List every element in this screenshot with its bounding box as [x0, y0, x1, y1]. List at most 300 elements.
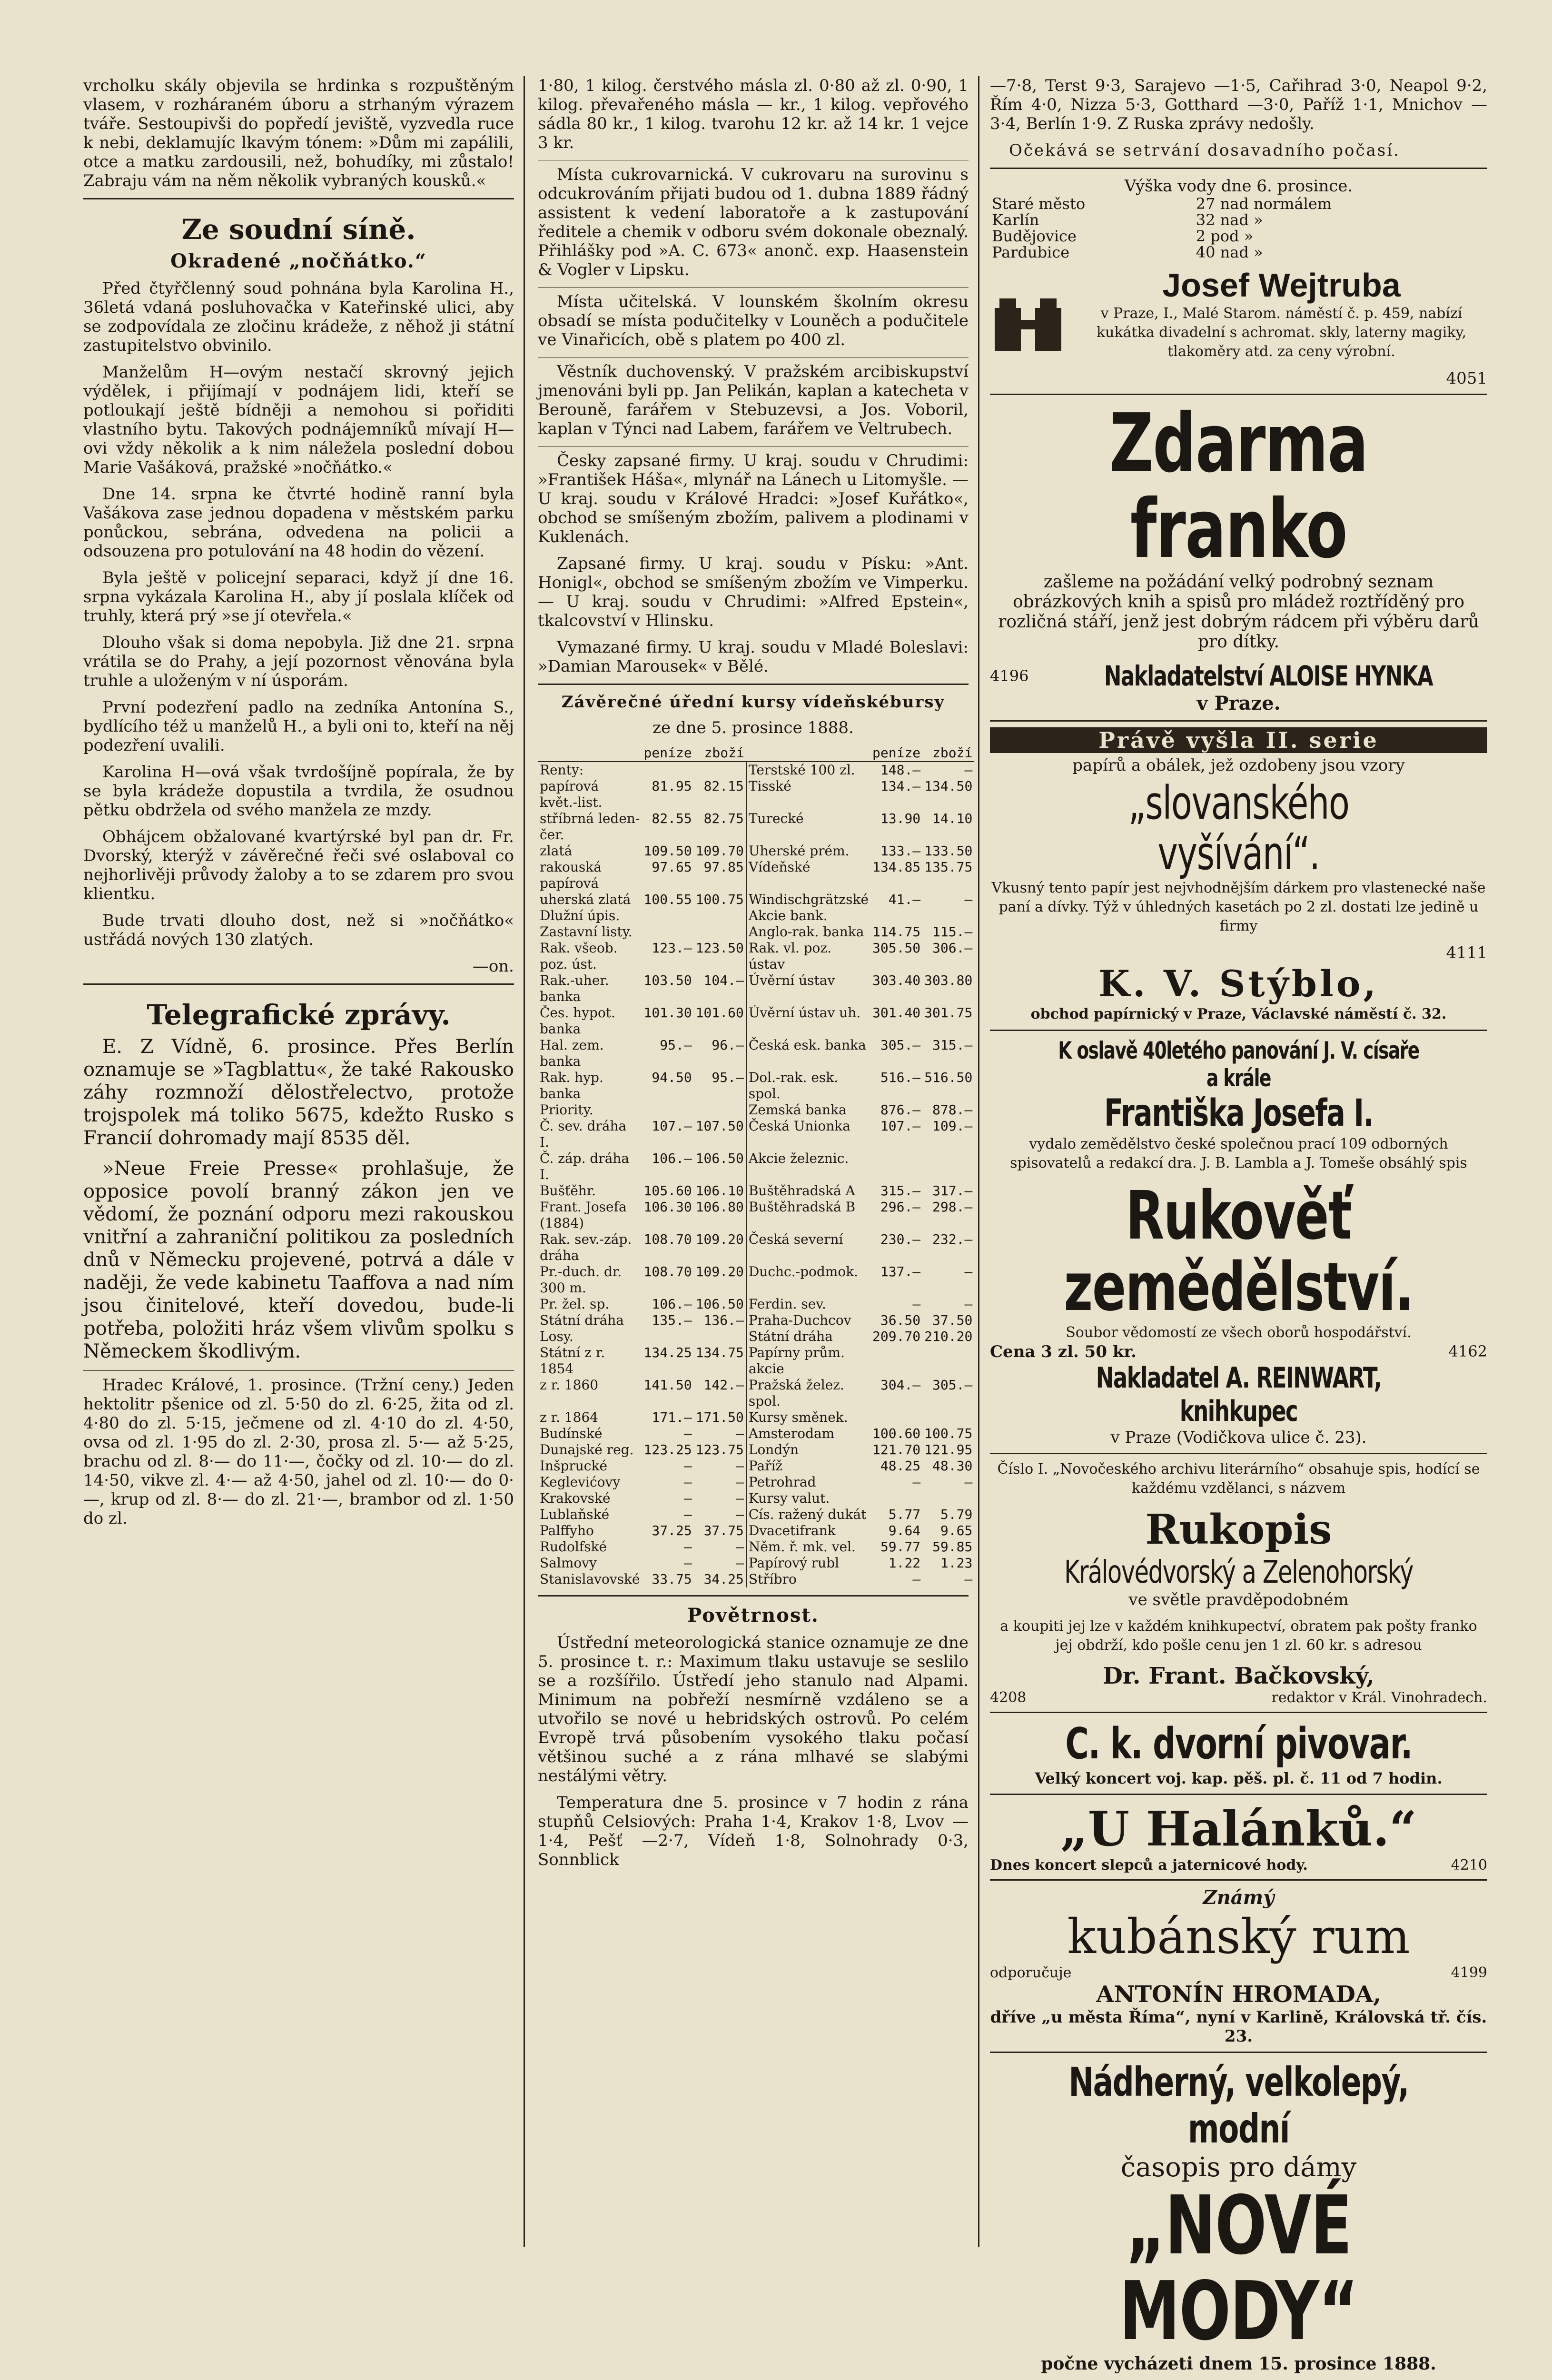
table-cell: 94.50 — [652, 1070, 692, 1085]
notice-firms: Vymazané firmy. U kraj. soudu v Mladé Boleslavi: »Damian Marousek« v Bělé. — [538, 638, 969, 676]
table-row — [538, 940, 974, 972]
stock-exchange-date: ze dne 5. prosince 1888. — [652, 718, 854, 737]
table-cell — [870, 908, 922, 924]
ad-text: Dnes koncert slepců a jaternicové hody. — [990, 1857, 1308, 1874]
ad-price: Cena 3 zl. 50 kr. — [990, 1342, 1137, 1361]
table-cell: 109.20 — [695, 1231, 744, 1247]
table-row — [538, 1118, 974, 1150]
table-row — [538, 1150, 974, 1183]
table-cell: Budínské — [540, 1426, 603, 1441]
ad-heading: Rukopis — [1145, 1506, 1332, 1554]
table-cell: 100.75 — [695, 892, 744, 907]
table-cell: 108.70 — [643, 1264, 692, 1279]
ad-title: „NOVÉ MODY“ — [1119, 2179, 1358, 2359]
paragraph: Před čtyřčlenný soud pohnána byla Karolina H., 36letá vdaná posluhovačka v Kateřinské ulici, aby se zodpovídala ze zločinu krádeže, z něhož ji státní zastupitelstvo obvinilo. — [83, 279, 514, 355]
ad-address: dříve „u města Říma“, nyní v Karlině, Královská tř. čís. 23. — [990, 2008, 1487, 2046]
table-cell: — — [683, 1458, 692, 1474]
table-cell: 301.40 — [872, 1005, 921, 1021]
table-cell: Uherské prém. — [746, 843, 870, 859]
table-row — [538, 859, 974, 892]
table-cell: 101.30 — [643, 1005, 692, 1021]
table-cell: Budějovice — [992, 227, 1077, 245]
table-cell: 232.— — [932, 1231, 973, 1247]
water-levels-title: Výška vody dne 6. prosince. — [1124, 177, 1353, 196]
paragraph: Obhájcem obžalované kvartýrské byl pan dr. Fr. Dvorský, kterýž v závěrečné řeči své oslaboval co nejhorlivěji průvody žaloby a to se zdarem pro svou klientku. — [83, 827, 514, 903]
paragraph: Dlouho však si doma nepobyla. Již dne 21. srpna vrátila se do Prahy, a její pozornost věnována byla truhle a uloženým v ní úsporám. — [83, 633, 514, 690]
ad-firm: K. V. Stýblo, — [1098, 962, 1379, 1005]
table-cell: 106.10 — [695, 1183, 744, 1199]
table-cell: Čes. hypot. banka — [540, 1005, 615, 1037]
ad-text: počne vycházeti dnem 15. prosince 1888. — [1041, 2354, 1436, 2374]
table-cell: Česká Unionka — [746, 1118, 870, 1150]
table-cell — [642, 1329, 694, 1345]
table-cell: 14.10 — [932, 811, 973, 826]
table-cell: Duchc.-podmok. — [746, 1264, 870, 1296]
table-cell: Č. záp. dráha I. — [540, 1150, 630, 1182]
table-cell: z r. 1860 — [540, 1377, 599, 1393]
table-cell: — — [964, 762, 973, 778]
paragraph: Karolina H—ová však tvrdošíjně popírala, že by se byla krádeže dopustila a tvrdila, že osudnou pětku obdržela od svého manžela ze mzdy. — [83, 763, 514, 820]
table-cell: 134.— — [880, 778, 921, 794]
table-cell: — — [736, 1474, 744, 1490]
table-cell: 171.50 — [695, 1409, 744, 1425]
table-cell: Stanislavovské — [540, 1571, 640, 1587]
table-cell: 135.— — [652, 1312, 692, 1328]
divider — [538, 287, 969, 288]
table-cell: papírová květ.-list. — [540, 778, 603, 810]
table-cell: Krakovské — [540, 1490, 611, 1506]
table-cell: Pr. žel. sp. — [540, 1296, 610, 1312]
table-row — [538, 1458, 974, 1474]
weather-report: Ústřední meteorologická stanice oznamuje ze dne 5. prosince t. r.: Maximum tlaku ustavuje se seslilo se a rozšířilo. Ústředí jeho stanulo nad Alpami. Minimum na pobřeží nesmírně vzdáleno se a utvořilo se nové u hebridských ostrovů. Po celém Evropě trvá působením vysokého tlaku počasí většinou suché a z rána mlhavé se slabými nestálými větry. — [538, 1633, 969, 1785]
paragraph: Bude trvati dlouho dost, než si »nočňátko« ustřádá nových 130 zlatých. — [83, 911, 514, 949]
table-cell: — — [683, 1474, 692, 1490]
table-row — [538, 1426, 974, 1442]
table-cell: Terstské 100 zl. — [746, 762, 870, 778]
table-cell: Renty: — [540, 762, 584, 778]
table-cell: Amsterodam — [746, 1426, 870, 1442]
table-cell: 13.90 — [880, 811, 921, 826]
section-heading-telegrams: Telegrafické zprávy. — [147, 999, 451, 1031]
table-cell: — — [683, 1426, 692, 1441]
table-header-cell — [538, 745, 642, 762]
table-row — [538, 1264, 974, 1296]
ad-publisher: Nakladatelství ALOISE HYNKA — [1104, 660, 1433, 692]
market-prices-continued: 1·80, 1 kilog. čerstvého másla zl. 0·80 až zl. 0·90, 1 kilog. převařeného másla — kr., 1 kilog. vepřového sádla 80 kr., 1 kilog. tvarohu 12 kr. až 14 kr. 1 vejce 3 kr. — [538, 76, 969, 152]
table-cell: 209.70 — [872, 1329, 921, 1344]
table-cell: 59.85 — [932, 1539, 973, 1555]
table-cell: 876.— — [880, 1102, 921, 1118]
table-cell: Papírový rubl — [746, 1555, 870, 1571]
table-row — [538, 1296, 974, 1312]
table-row — [538, 1442, 974, 1458]
table-cell: Praha-Duchcov — [746, 1312, 870, 1329]
ad-heading: „slovanského vyšívání“. — [1128, 776, 1349, 880]
table-cell: — — [683, 1555, 692, 1571]
table-cell: 304.— — [880, 1377, 921, 1393]
paragraph: Dne 14. srpna ke čtvrté hodině ranní byla Vašákova zase jednou dopadena v městském parku ponůckou, sebrána, odvedena na policii a odsouzena pro potulování na 48 hodin do vězení. — [83, 485, 514, 561]
table-cell: — — [683, 1539, 692, 1555]
table-cell: Papírny prům. akcie — [746, 1345, 870, 1377]
table-cell: Karlín — [992, 211, 1039, 229]
notice-teachers: Místa učitelská. V lounském školním okresu obsadí se místa podučitelky v Louněch a podučitele ve Vinařicích, obě s platem po 400 zl. — [538, 292, 969, 349]
ad-address: v Praze (Vodičkova ulice č. 23). — [1110, 1428, 1367, 1447]
table-cell: 59.77 — [880, 1539, 921, 1555]
table-header-cell: zboží — [694, 745, 746, 762]
table-cell — [694, 1329, 746, 1345]
ad-number: 4111 — [1446, 943, 1487, 962]
column-rule — [978, 76, 979, 2247]
table-cell: 34.25 — [703, 1571, 744, 1587]
table-row — [538, 811, 974, 843]
ad-heading: Josef Wejtruba — [1162, 267, 1401, 304]
section-heading-court: Ze soudní síně. — [181, 213, 416, 246]
ad-number: 4162 — [1448, 1342, 1487, 1360]
newspaper-page — [83, 76, 1487, 2374]
table-cell: 123.75 — [695, 1442, 744, 1458]
table-row — [990, 196, 1487, 212]
column-middle — [538, 76, 973, 2247]
notice-firms: Zapsané firmy. U kraj. soudu v Písku: »Ant. Honigl«, obchod se smíšeným zbožím ve Vimperku. — U kraj. soudu v Chrudimi: »Alfred Epstein«, tkalcovství v Hlinsku. — [538, 554, 969, 630]
table-cell: 123.— — [652, 940, 692, 956]
ad-heading: kubánský rum — [1067, 1909, 1410, 1964]
table-cell: stříbrná leden-čer. — [540, 811, 640, 843]
table-row — [538, 908, 974, 924]
table-cell: Lublaňské — [540, 1507, 610, 1522]
court-article-title: Okradené „nočňátko.“ — [170, 250, 427, 272]
divider — [538, 684, 969, 685]
table-cell: Rak. sev.-záp. dráha — [540, 1231, 632, 1263]
table-cell: 123.50 — [695, 940, 744, 956]
table-cell: — — [736, 1458, 744, 1474]
table-cell: Akcie železnic. — [746, 1150, 870, 1183]
table-cell: 9.64 — [888, 1523, 921, 1538]
ad-hynek-catalog — [990, 395, 1487, 722]
table-cell: 298.— — [932, 1199, 973, 1215]
table-cell: 107.— — [652, 1118, 692, 1134]
weather-forecast: Očekává se setrvání dosavadního počasí. — [1009, 141, 1400, 160]
column-rule — [524, 76, 525, 2247]
ad-text: odporučuje — [990, 1964, 1072, 1981]
table-row — [538, 1199, 974, 1231]
table-cell: 133.50 — [924, 843, 973, 859]
table-cell — [642, 762, 694, 778]
table-row — [538, 762, 974, 778]
ad-nove-mody — [990, 2053, 1487, 2380]
table-cell: 95.— — [660, 1037, 692, 1053]
ad-heading: C. k. dvorní pivovar. — [1065, 1719, 1412, 1769]
column-right — [990, 76, 1487, 2374]
table-cell: 315.— — [880, 1183, 921, 1199]
table-cell: 296.— — [880, 1199, 921, 1215]
table-cell: 97.65 — [652, 859, 692, 875]
ad-number: 4210 — [1451, 1857, 1487, 1874]
table-cell: 5.77 — [888, 1507, 921, 1522]
paragraph: První podezření padlo na zedníka Antonína S., bydlícího též u manželů H., a byli oni to, kteří na něj podezření uvalili. — [83, 698, 514, 755]
table-cell: 97.85 — [703, 859, 744, 875]
table-cell: Pražská želez. spol. — [746, 1377, 870, 1409]
table-cell: Něm. ř. mk. vel. — [746, 1539, 870, 1555]
table-cell — [922, 908, 974, 924]
table-cell — [870, 1345, 922, 1377]
paragraph: Manželům H—ovým nestačí skrovný jejich výdělek, i přijímají v podnájem lidi, kteří se potloukají ještě bídněji a nemohou si pořiditi vlastního bytu. Takových podnájemníků mívají H—ovi vždy několik a k nim náležela poslední dobou Marie Vašáková, pražské »nočňátko.« — [83, 363, 514, 477]
table-cell: Pr.-duch. dr. 300 m. — [540, 1264, 622, 1296]
divider — [83, 1370, 514, 1371]
table-cell: 109.20 — [695, 1264, 744, 1279]
table-cell: 134.25 — [643, 1345, 692, 1360]
table-cell — [870, 1409, 922, 1426]
table-cell: 210.20 — [924, 1329, 973, 1344]
table-cell: 142.— — [703, 1377, 744, 1393]
table-cell: 317.— — [932, 1183, 973, 1199]
table-cell: 303.40 — [872, 972, 921, 988]
ad-rum — [990, 1881, 1487, 2053]
ad-city: v Praze. — [1196, 692, 1281, 714]
table-row — [538, 1037, 974, 1070]
paragraph: Byla ještě v policejní separaci, když jí dne 16. srpna vykázala Karolina H., aby jí poslala klíček od truhly, která prý »se jí otevřela.« — [83, 568, 514, 625]
table-cell: 134.50 — [924, 778, 973, 794]
table-row — [538, 843, 974, 859]
table-cell: 101.60 — [695, 1005, 744, 1021]
table-cell: 82.15 — [703, 778, 744, 794]
table-cell — [694, 1102, 746, 1118]
table-cell: — — [912, 1474, 921, 1490]
table-cell: 82.75 — [703, 811, 744, 826]
ad-name: Dr. Frant. Bačkovský, — [1103, 1663, 1374, 1689]
table-cell: 121.70 — [872, 1442, 921, 1458]
ad-publisher: Nakladatel A. REINWART, knihkupec — [1096, 1361, 1382, 1428]
table-row — [538, 1490, 974, 1507]
ad-text: papírů a obálek, jež ozdobeny jsou vzory — [1072, 756, 1405, 775]
table-row — [538, 1474, 974, 1490]
table-cell: Rudolfské — [540, 1539, 607, 1555]
table-row — [538, 1345, 974, 1377]
table-cell: 100.75 — [924, 1426, 973, 1441]
table-cell: 100.60 — [872, 1426, 921, 1441]
table-cell: Dunajské reg. — [540, 1442, 634, 1458]
table-cell: 133.— — [880, 843, 921, 859]
ad-text: Číslo I. „Novočeského archivu literárního“ obsahuje spis, hodící se každému vzdělanci, s názvem — [997, 1461, 1480, 1497]
table-cell: Úvěrní ústav — [746, 972, 870, 1005]
ad-heading: „U Halánků.“ — [1060, 1801, 1417, 1857]
table-cell: Pardubice — [992, 243, 1070, 261]
table-cell: 148.— — [880, 762, 921, 778]
divider — [83, 198, 514, 199]
signature: —on. — [472, 957, 514, 976]
table-cell: Rak. hyp. banka — [540, 1070, 603, 1101]
table-cell: Inšprucké — [540, 1458, 608, 1474]
table-cell: 104.— — [703, 972, 744, 988]
table-cell — [922, 1345, 974, 1377]
table-header-cell: peníze — [642, 745, 694, 762]
table-cell: 303.80 — [924, 972, 973, 988]
table-cell: 106.30 — [643, 1199, 692, 1215]
table-row — [538, 1409, 974, 1426]
table-cell: 516.— — [880, 1070, 921, 1085]
table-row — [538, 778, 974, 811]
table-cell: — — [736, 1426, 744, 1441]
table-cell: Bušťěhr. — [540, 1183, 596, 1199]
table-cell: Buštěhradská B — [746, 1199, 870, 1231]
ad-title: Královédvorský a Zelenohorský — [1064, 1554, 1413, 1590]
table-cell: Státní dráha — [540, 1312, 624, 1328]
ad-styblo — [990, 722, 1487, 1031]
table-cell: 171.— — [652, 1409, 692, 1425]
table-row — [990, 244, 1487, 260]
table-cell: Petrohrad — [746, 1474, 870, 1490]
table-cell: 230.— — [880, 1231, 921, 1247]
table-cell: 9.65 — [940, 1523, 973, 1538]
table-cell: 48.30 — [932, 1458, 973, 1474]
story-continuation: vrcholku skály objevila se hrdinka s rozpuštěným vlasem, v rozháraném úboru a strhaným výrazem tváře. Sestoupivši do popředí jeviště, vyzvedla ruce k nebi, deklamujíc lkavým tónem: »Dům mi zapálili, otce a matku zardousili, než, bohudíky, mi zůstalo! Zabraju vám na něm několik vybraných kousků.« — [83, 76, 514, 190]
table-header-cell: peníze — [870, 745, 922, 762]
ad-reinwart — [990, 1031, 1487, 1454]
table-cell: Kursy valut. — [746, 1490, 870, 1507]
table-cell — [642, 1102, 694, 1118]
ad-text: zašleme na požádání velký podrobný seznam obrázkových knih a spisů pro mládež roztříděný pro rozličná stáří, jenž jest dobrým rádcem při výběru darů pro dítky. — [998, 572, 1479, 652]
table-cell: — — [683, 1490, 692, 1506]
temperature-report: Temperatura dne 5. prosince v 7 hodin z rána stupňů Celsiových: Praha 1·4, Krakov 1·8, Lvov —1·4, Pešť —2·7, Vídeň 1·8, Solnohrady 0·3, Sonnblick — [538, 1793, 969, 1869]
table-cell: 141.50 — [643, 1377, 692, 1393]
table-cell: Úvěrní ústav uh. — [746, 1005, 870, 1037]
table-cell: 37.75 — [703, 1523, 744, 1538]
table-cell: zlatá — [540, 843, 573, 859]
ad-text: Soubor vědomostí ze všech oborů hospodářství. — [1066, 1324, 1412, 1341]
table-cell: — — [964, 1571, 973, 1587]
ad-heading: Nádherný, velkolepý, modní — [1068, 2059, 1409, 2152]
table-row — [538, 1005, 974, 1037]
table-cell: Anglo-rak. banka — [746, 924, 870, 940]
table-row — [538, 972, 974, 1005]
table-cell — [642, 924, 694, 940]
table-cell: 5.79 — [940, 1507, 973, 1522]
ad-number: 4208 — [990, 1689, 1027, 1706]
ad-subtitle: časopis pro dámy — [1120, 2152, 1357, 2183]
column-left — [83, 76, 514, 2247]
table-cell: 1.22 — [888, 1555, 921, 1571]
table-cell: 96.— — [712, 1037, 744, 1053]
ad-number: 4051 — [1446, 369, 1487, 388]
table-cell: Cís. ražený dukát — [746, 1507, 870, 1523]
table-cell: 106.50 — [695, 1150, 744, 1166]
table-row — [538, 1377, 974, 1409]
table-cell: rakouská papírová — [540, 859, 602, 891]
table-cell — [694, 908, 746, 924]
table-cell: 107.50 — [695, 1118, 744, 1134]
table-row — [538, 1329, 974, 1345]
table-cell: Tisské — [746, 778, 870, 811]
table-cell: Paříž — [746, 1458, 870, 1474]
table-row — [538, 1102, 974, 1118]
ad-title: Rukověť zemědělství. — [1064, 1177, 1414, 1326]
table-cell — [870, 1490, 922, 1507]
table-row — [538, 1231, 974, 1264]
table-cell: Kursy směnek. — [746, 1409, 870, 1426]
ad-text: Vkusný tento papír jest nejvhodnějším dárkem pro vlastenecké naše paní a dívky. Týž v úhledných kasetách po 2 zl. dostati lze jedině u firmy — [991, 880, 1486, 934]
table-cell: 33.75 — [652, 1571, 692, 1587]
table-header-cell: zboží — [922, 745, 974, 762]
table-cell: 37.25 — [652, 1523, 692, 1538]
table-cell: Palffyho — [540, 1523, 594, 1538]
table-cell: Rak. vl. poz. ústav — [746, 940, 870, 972]
ad-name: ANTONÍN HROMADA, — [1096, 1981, 1381, 2008]
table-cell: 123.25 — [643, 1442, 692, 1458]
water-levels-table — [990, 196, 1487, 260]
table-row — [538, 1571, 974, 1587]
table-cell: 106.— — [652, 1296, 692, 1312]
ad-banner: Právě vyšla II. serie — [990, 727, 1487, 753]
table-cell: Č. sev. dráha I. — [540, 1118, 627, 1150]
table-cell: 106.— — [652, 1150, 692, 1166]
table-cell: 106.80 — [695, 1199, 744, 1215]
table-cell: uherská zlatá — [540, 892, 631, 907]
ad-number: 4199 — [1451, 1964, 1487, 1981]
table-cell: 115.— — [932, 924, 973, 940]
table-cell: — — [736, 1507, 744, 1522]
table-cell: Turecké — [746, 811, 870, 843]
table-cell: Ferdin. sev. — [746, 1296, 870, 1312]
table-cell: 134.85 — [872, 859, 921, 875]
table-cell: Zastavní listy. — [540, 924, 633, 940]
table-row — [990, 228, 1487, 244]
table-cell: Hal. zem. banka — [540, 1037, 604, 1069]
ad-role: redaktor v Král. Vinohradech. — [1271, 1689, 1487, 1706]
table-cell: 40 nad » — [1196, 243, 1263, 261]
table-cell: 109.70 — [695, 843, 744, 859]
table-cell: 878.— — [932, 1102, 973, 1118]
table-cell: 100.55 — [643, 892, 692, 907]
table-cell: Vídeňské — [746, 859, 870, 892]
table-cell — [922, 1150, 974, 1183]
table-cell: Rak.-uher. banka — [540, 972, 609, 1004]
table-cell — [870, 1150, 922, 1183]
ad-wejtruba — [990, 260, 1487, 395]
ad-address: obchod papírnický v Praze, Václavské náměstí č. 32. — [1030, 1006, 1447, 1022]
table-cell: 306.— — [932, 940, 973, 956]
table-cell: 108.70 — [643, 1231, 692, 1247]
table-cell: Windischgrätzské — [746, 892, 870, 908]
table-cell: 1.23 — [940, 1555, 973, 1571]
table-cell: Buštěhradská A — [746, 1183, 870, 1199]
table-cell: 82.55 — [652, 811, 692, 826]
table-cell: Akcie bank. — [746, 908, 870, 924]
table-cell: — — [736, 1539, 744, 1555]
table-cell: — — [964, 1296, 973, 1312]
table-cell: Frant. Josefa (1884) — [540, 1199, 627, 1231]
table-cell: Salmovy — [540, 1555, 597, 1571]
table-cell: Keglevićovy — [540, 1474, 621, 1490]
table-row — [538, 1523, 974, 1539]
table-cell — [922, 1409, 974, 1426]
table-cell: — — [736, 1490, 744, 1506]
table-row — [538, 1183, 974, 1199]
table-cell — [922, 1490, 974, 1507]
table-cell: Česká esk. banka — [746, 1037, 870, 1070]
table-cell: 81.95 — [652, 778, 692, 794]
telegram-paragraph: »Neue Freie Presse« prohlašuje, že opposice povolí branný zákon jen ve vědomí, že poznání odporu mezi rakouskou vnitřní a zahraniční politikou za posledních dnů v Německu projevené, potrvá a dále v naději, že vede kabinetu Taaffova a nad ním jsou činitelové, kteří dovedou, bude-li potřeba, položiti hráz všem vlivům spolku s Německem škodlivým. — [83, 1158, 514, 1362]
weather-heading: Povětrnost. — [687, 1604, 819, 1626]
table-cell: 27 nad normálem — [1196, 195, 1332, 213]
table-cell: 107.— — [880, 1118, 921, 1134]
table-cell: z r. 1864 — [540, 1409, 599, 1425]
telegram-paragraph: E. Z Vídně, 6. prosince. Přes Berlín oznamuje se »Tagblattu«, že také Rakousko záhy rozmnoží dělostřelectvo, protože trojspolek má toliko 5675, kdežto Rusko s Francií dohromady mají 8535 děl. — [83, 1036, 514, 1149]
table-cell: Státní z r. 1854 — [540, 1345, 605, 1377]
table-cell: Dol.-rak. esk. spol. — [746, 1070, 870, 1102]
table-cell: 305.— — [880, 1037, 921, 1053]
notice-sugar: Místa cukrovarnická. V cukrovaru na surovinu s odcukrováním přijati budou od 1. dubna 1889 řádný assistent k vedení laboratoře a k zastupování ředitele a chemik v odboru svém dokonale obeznalý. Přihlášky pod »A. C. 673« anonč. exp. Haasenstein & Vogler v Lipsku. — [538, 165, 969, 279]
table-cell: Česká severní — [746, 1231, 870, 1264]
table-cell: 105.60 — [643, 1183, 692, 1199]
